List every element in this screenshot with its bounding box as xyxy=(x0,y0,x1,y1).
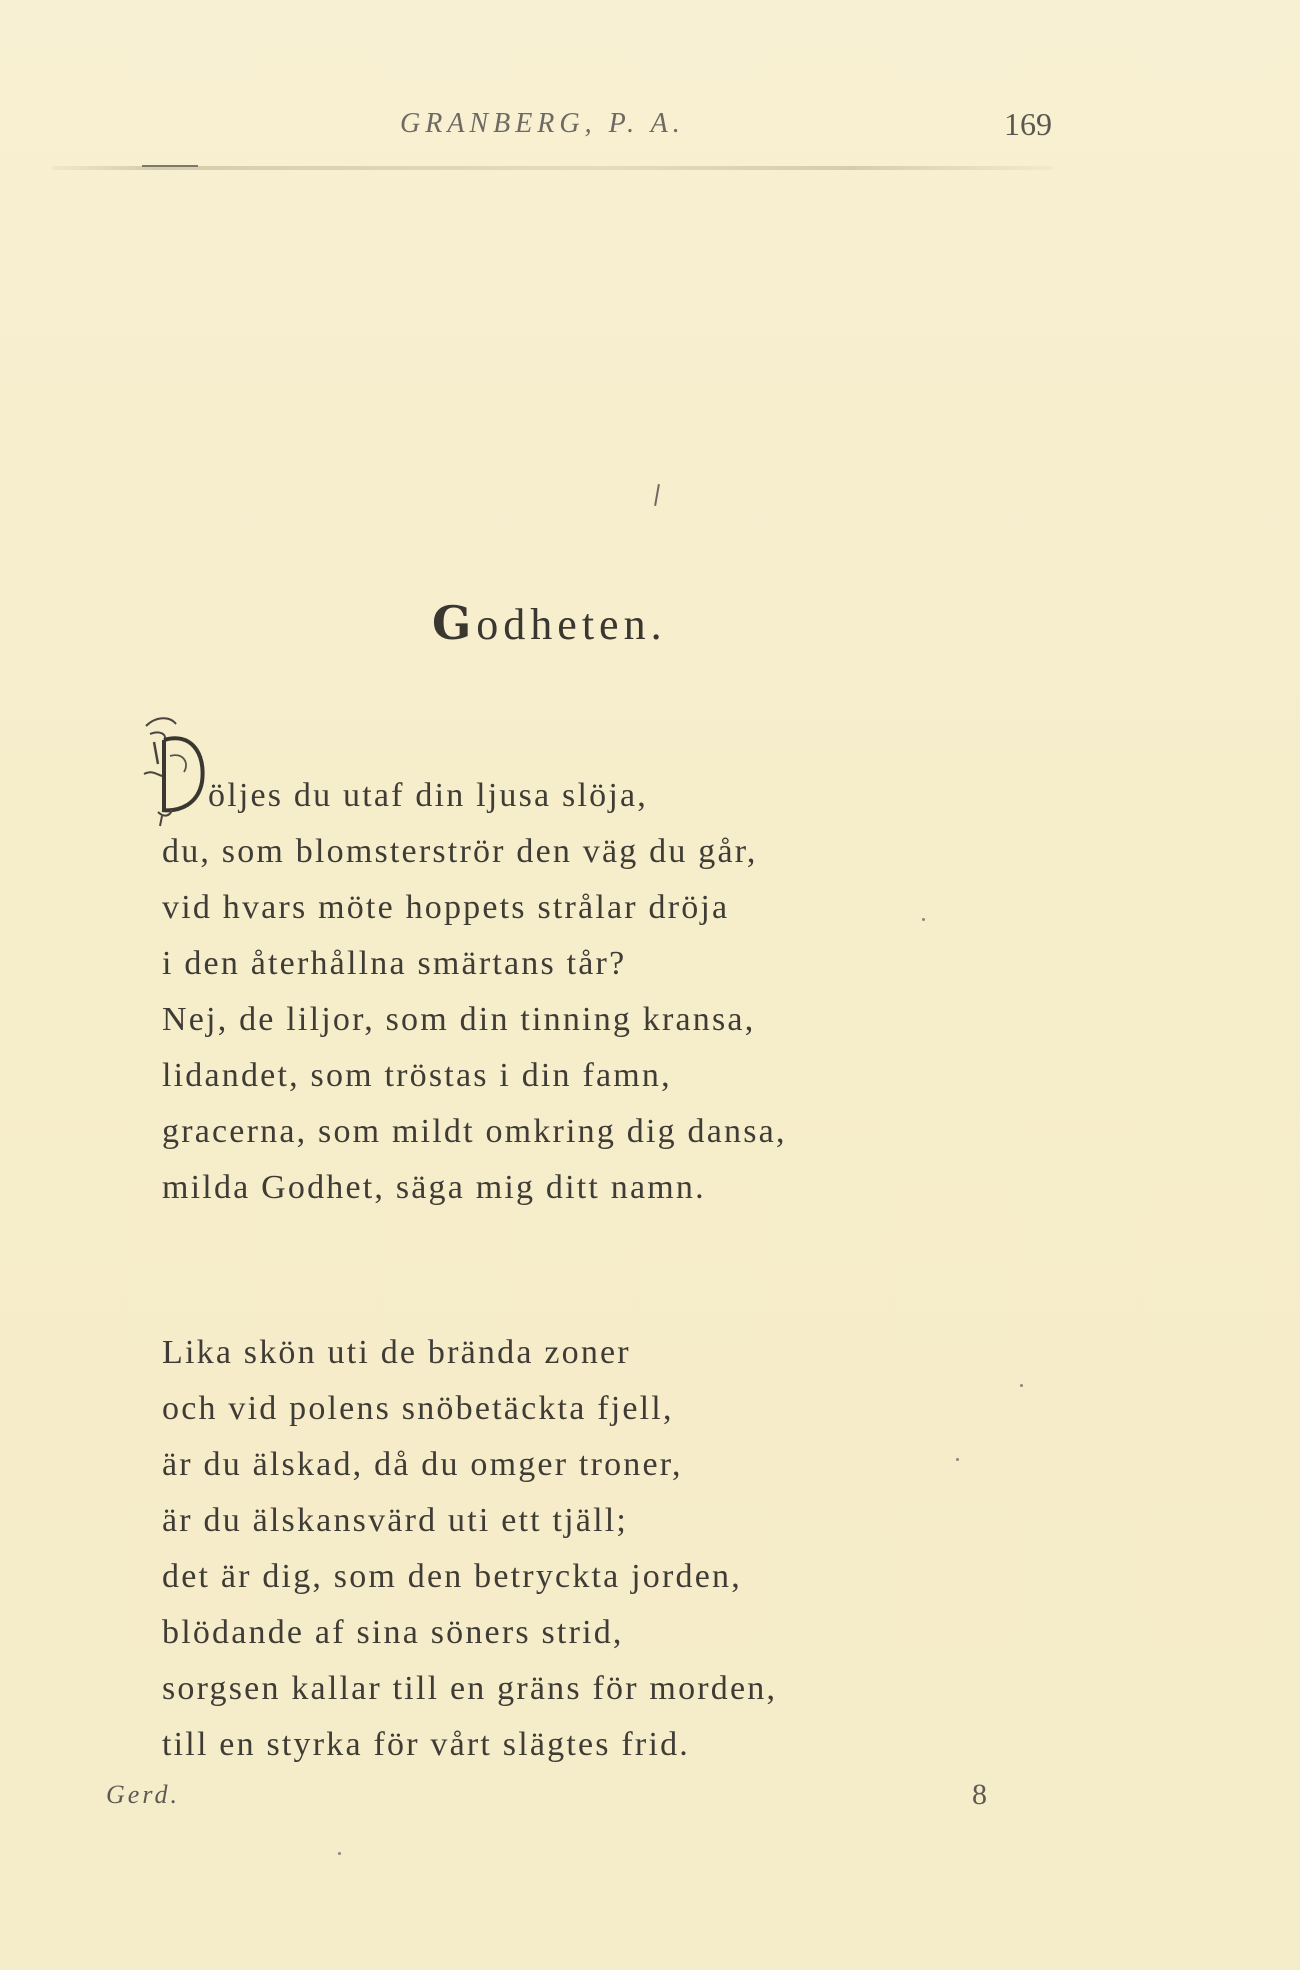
speck xyxy=(922,918,925,921)
poem-line: Lika skön uti de brända zoner xyxy=(162,1334,631,1371)
poem-line: du, som blomsterströr den väg du går, xyxy=(162,833,758,870)
first-line-text: öljes du utaf din ljusa slöja, xyxy=(208,777,648,814)
poem-line: lidandet, som tröstas i din famn, xyxy=(162,1057,672,1094)
header-rule-accent xyxy=(142,165,198,167)
title-initial: G xyxy=(432,596,477,650)
poem-line: till en styrka för vårt slägtes frid. xyxy=(162,1726,690,1763)
stray-mark xyxy=(654,484,660,506)
poem-line: Nej, de liljor, som din tinning kransa, xyxy=(162,1001,756,1038)
page-number: 169 xyxy=(1004,106,1052,142)
poem-line: milda Godhet, säga mig ditt namn. xyxy=(162,1169,706,1206)
stanza-1 xyxy=(162,768,787,1216)
poem-line: vid hvars möte hoppets strålar dröja xyxy=(162,889,730,926)
speck xyxy=(956,1458,959,1461)
footer-signature: Gerd. xyxy=(106,1780,180,1809)
poem-line xyxy=(162,768,787,824)
poem-line: sorgsen kallar till en gräns för morden, xyxy=(162,1670,778,1707)
poem-line: det är dig, som den betryckta jorden, xyxy=(162,1558,742,1595)
speck xyxy=(1020,1384,1023,1387)
poem-line: och vid polens snöbetäckta fjell, xyxy=(162,1390,674,1427)
header-rule xyxy=(52,166,1052,170)
speck xyxy=(338,1852,341,1855)
poem-line: är du älskad, då du omger troner, xyxy=(162,1446,683,1483)
title-text: odheten. xyxy=(476,600,667,649)
poem-line: gracerna, som mildt omkring dig dansa, xyxy=(162,1113,787,1150)
sheet-signature-mark: 8 xyxy=(972,1778,987,1811)
poem-title xyxy=(432,596,667,650)
poem-line: blödande af sina söners strid, xyxy=(162,1614,624,1651)
running-head: GRANBERG, P. A. xyxy=(400,108,685,139)
stanza-2 xyxy=(162,1325,777,1773)
poem-line: är du älskansvärd uti ett tjäll; xyxy=(162,1502,629,1539)
poem-line: i den återhållna smärtans tår? xyxy=(162,945,627,982)
